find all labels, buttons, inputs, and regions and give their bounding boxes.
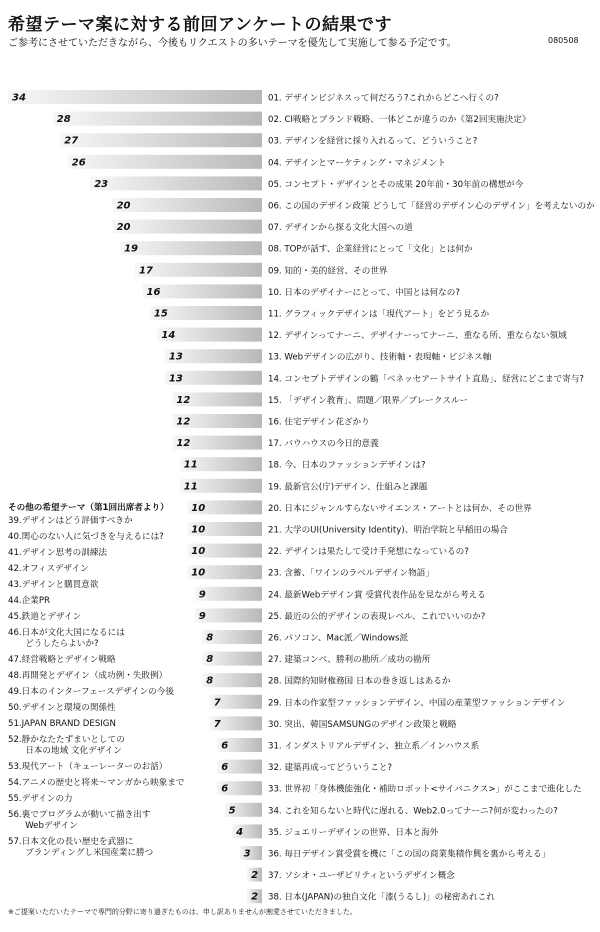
category-label: 24. 最新Webデザイン賞 受賞代表作品を見ながら考える <box>268 590 486 601</box>
bar-value-label: 13 <box>168 373 183 385</box>
bar-value-label: 34 <box>12 92 26 104</box>
bar-value-label: 20 <box>116 222 131 234</box>
other-request-item: 53.現代アート（キューレーターのお話） <box>8 762 168 772</box>
other-request-item: 57.日本文化の長い歴史を武器に ブランディングし米国産業に勝つ <box>8 837 154 858</box>
category-label: 16. 住宅デザイン花ざかり <box>268 417 370 428</box>
category-label: 15. 「デザイン教育」、問題／限界／ブレークスルー <box>268 395 469 406</box>
bar-value-label: 19 <box>124 243 139 255</box>
bar-10 <box>143 284 263 298</box>
category-label: 32. 建築再成ってどういうこと? <box>268 763 393 774</box>
category-label: 07. デザインから探る文化大国への道 <box>268 223 413 234</box>
bar-value-label: 27 <box>64 135 79 147</box>
bar-value-label: 13 <box>168 351 183 363</box>
category-label: 18. 今、日本のファッションデザインは? <box>268 460 426 471</box>
bar-value-label: 12 <box>176 416 191 428</box>
other-request-item: 44.企業PR <box>8 596 51 606</box>
document-code: 080508 <box>548 36 579 45</box>
category-label: 06. この国のデザイン政策 どうして「経営のデザイン心のデザイン」を考えないのか <box>268 201 595 212</box>
other-requests-heading: その他の希望テーマ（第1回出席者より） <box>8 503 169 513</box>
bar-value-label: 8 <box>206 632 214 644</box>
category-label: 29. 日本の作家型ファッションデザイン、中国の産業型ファッションデザイン <box>268 698 566 709</box>
bar-value-label: 6 <box>221 740 229 752</box>
category-label: 26. パソコン、Mac派／Windows派 <box>268 633 409 644</box>
bar-value-label: 10 <box>191 524 206 536</box>
bar-value-label: 10 <box>191 502 206 514</box>
category-label: 30. 突出、韓国SAMSUNGのデザイン政策と戦略 <box>268 719 457 730</box>
bar-value-label: 9 <box>198 610 206 622</box>
category-label: 19. 最新官公(庁)デザイン、仕組みと課題 <box>268 482 428 493</box>
category-label: 10. 日本のデザイナーにとって、中国とは何なの? <box>268 287 460 298</box>
bar-value-label: 8 <box>206 654 214 666</box>
bar-value-label: 11 <box>183 481 198 493</box>
page-subtitle: ご参考にさせていただきながら、今後もリクエストの多いテーマを優先して実施して参る予定です。 <box>8 38 457 49</box>
category-label: 08. TOPが話す、企業経営にとって「文化」とは何か <box>268 244 473 255</box>
other-request-item: 47.経営戦略とデザイン戦略 <box>8 655 116 665</box>
other-request-item: 41.デザイン思考の訓練法 <box>8 548 108 558</box>
bar-6 <box>113 198 262 212</box>
bar-value-label: 28 <box>56 114 71 126</box>
page-title: 希望テーマ案に対する前回アンケートの結果です <box>8 15 392 35</box>
other-request-item: 54.アニメの歴史と将来～マンガから映象まで <box>8 778 185 788</box>
category-label: 35. ジュエリーデザインの世界、日本と海外 <box>268 827 439 838</box>
bar-1 <box>8 90 262 104</box>
bar-value-label: 6 <box>221 762 229 774</box>
category-label: 13. Webデザインの広がり、技術軸・表現軸・ビジネス軸 <box>268 352 492 363</box>
bar-value-label: 2 <box>251 891 259 903</box>
bar-value-label: 7 <box>213 718 221 730</box>
bar-value-label: 14 <box>161 330 176 342</box>
category-label: 25. 最近の公的デザインの表現レベル、これでいいのか? <box>268 611 486 622</box>
other-request-item: 45.鉄道とデザイン <box>8 612 82 622</box>
category-label: 36. 毎日デザイン賞受賞を機に「この国の商業集積作興を裏から考える」 <box>268 849 551 860</box>
category-label: 09. 知的・美的経営、その世界 <box>268 266 388 277</box>
other-request-item: 56.裏でプログラムが動いて描き出す Webデザイン <box>8 810 151 831</box>
bar-3 <box>60 133 262 147</box>
category-label: 04. デザインとマーケティング・マネジメント <box>268 158 446 169</box>
other-request-item: 51.JAPAN BRAND DESIGN <box>8 719 116 729</box>
bar-value-label: 4 <box>236 826 244 838</box>
other-request-item: 49.日本のインターフェースデザインの今後 <box>8 687 174 697</box>
bar-7 <box>113 220 262 234</box>
category-label: 03. デザインを経営に採り入れるって、どういうこと? <box>268 136 478 147</box>
category-label: 02. CI戦略とブランド戦略、一体どこが違うのか《第2回実施決定》 <box>268 115 531 126</box>
bar-value-label: 16 <box>146 286 161 298</box>
bar-value-label: 26 <box>71 157 86 169</box>
other-request-item: 46.日本が文化大国になるには どうしたらよいか? <box>8 628 125 649</box>
other-request-item: 48.再開発とデザイン（成功例・失敗例） <box>8 671 168 681</box>
bar-value-label: 20 <box>116 200 131 212</box>
bar-5 <box>90 176 262 190</box>
other-request-item: 42.オフィスデザイン <box>8 564 89 574</box>
category-label: 11. グラフィックデザインは「現代アート」をどう見るか <box>268 309 490 320</box>
category-label: 14. コンセプトデザインの鶴「ベネッセアートサイト直島」、経営にどこまで寄与? <box>268 374 584 385</box>
other-request-item: 50.デザインと環境の関係性 <box>8 703 116 713</box>
category-label: 31. インダストリアルデザイン、独立系／インハウス系 <box>268 741 480 752</box>
bar-value-label: 8 <box>206 675 214 687</box>
other-requests-list <box>8 516 186 864</box>
category-label: 05. コンセプト・デザインとその成果 20年前・30年前の構想が今 <box>268 179 524 190</box>
category-label: 17. バウハウスの今日的意義 <box>268 439 379 450</box>
category-label: 27. 建築コンペ、勝利の勘所／成功の勘所 <box>268 655 431 666</box>
category-label: 34. これを知らないと時代に遅れる、Web2.0ってナーニ?何が変わったの? <box>268 806 558 817</box>
bar-value-label: 5 <box>228 805 236 817</box>
bar-value-label: 12 <box>176 438 191 450</box>
bar-9 <box>135 263 262 277</box>
bar-2 <box>53 112 262 126</box>
bar-value-label: 11 <box>183 459 198 471</box>
other-request-item: 40.関心のない人に気づきを与えるには? <box>8 532 164 542</box>
category-label: 20. 日本にジャンルすらないサイエンス・アートとは何か、その世界 <box>268 503 532 514</box>
category-label: 21. 大学のUI(University Identity)、明治学院と早稲田の場合 <box>268 525 508 536</box>
bar-value-label: 12 <box>176 394 191 406</box>
bar-value-label: 3 <box>243 848 251 860</box>
other-request-item: 39.デザインはどう評価すべきか <box>8 516 133 526</box>
category-label: 28. 国際約知財権務国 日本の巻き返しはあるか <box>268 676 451 687</box>
bar-value-label: 2 <box>251 870 259 882</box>
bar-value-label: 9 <box>198 589 206 601</box>
bar-value-label: 6 <box>221 783 229 795</box>
category-label: 38. 日本(JAPAN)の独自文化「漆(うるし)」の秘密あれこれ <box>268 892 495 903</box>
category-label: 37. ソシオ・ユーザビリティというデザイン概念 <box>268 871 455 882</box>
other-request-item: 55.デザインの力 <box>8 794 73 804</box>
bar-value-label: 17 <box>139 265 153 277</box>
bar-value-label: 7 <box>213 697 221 709</box>
category-label: 23. 含蓄、「ワインのラベルデザイン物語」 <box>268 568 434 579</box>
category-label: 12. デザインってナーニ、デザイナーってナーニ、重なる所、重ならない領域 <box>268 331 567 342</box>
bar-value-label: 10 <box>191 546 206 558</box>
bar-value-label: 15 <box>153 308 168 320</box>
other-request-item: 52.静かなたたずまいとしての 日本の地域 文化デザイン <box>8 735 125 756</box>
category-label: 33. 世界初「身体機能強化・補助ロボット<サイバニクス>」がここまで進化した <box>268 784 582 795</box>
other-request-item: 43.デザインと購買意欲 <box>8 580 99 590</box>
bar-4 <box>68 155 262 169</box>
category-label: 01. デザインビジネスって何だろう?これからどこへ行くの? <box>268 93 499 104</box>
bar-value-label: 10 <box>191 567 206 579</box>
footnote: ※ご提案いただいたテーマで専門的分野に寄り過ぎたものは、申し訳ありませんが割愛させていただきました。 <box>8 908 357 916</box>
category-label: 22. デザインは果たして受け手発想になっているの? <box>268 547 469 558</box>
bar-value-label: 23 <box>94 178 109 190</box>
bar-8 <box>120 241 262 255</box>
